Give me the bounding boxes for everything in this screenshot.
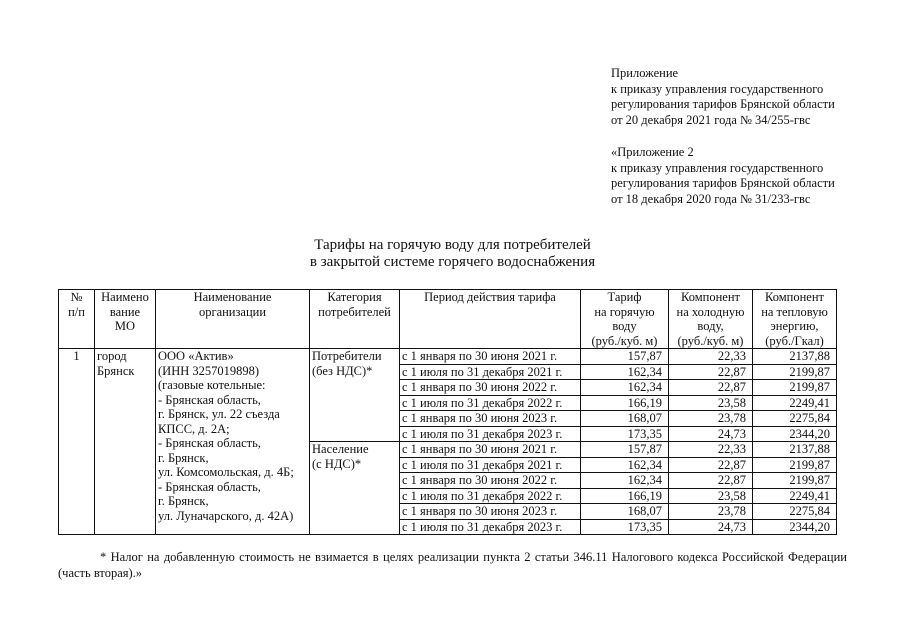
cell-cold-water-component: 22,87 <box>669 364 753 380</box>
cell-period: с 1 июля по 31 декабря 2022 г. <box>400 395 581 411</box>
cell-heat-component: 2199,87 <box>753 364 837 380</box>
tariff-table <box>58 289 837 535</box>
title-line-1: Тарифы на горячую воду для потребителей <box>314 237 591 253</box>
cell-hot-water-tariff: 173,35 <box>581 426 669 442</box>
cell-cold-water-component: 22,87 <box>669 457 753 473</box>
cell-heat-component: 2249,41 <box>753 488 837 504</box>
cell-period: с 1 января по 30 июня 2022 г. <box>400 473 581 489</box>
cell-cold-water-component: 22,33 <box>669 442 753 458</box>
cell-hot-water-tariff: 162,34 <box>581 364 669 380</box>
appendix-line: «Приложение 2 <box>611 145 694 159</box>
cell-period: с 1 января по 30 июня 2023 г. <box>400 411 581 427</box>
cell-category: Потребители (без НДС)* <box>310 349 400 442</box>
table-body <box>59 349 837 535</box>
title-line-2: в закрытой системе горячего водоснабжения <box>309 254 596 270</box>
cell-heat-component: 2275,84 <box>753 504 837 520</box>
cell-period: с 1 июля по 31 декабря 2023 г. <box>400 426 581 442</box>
header-period: Период действия тарифа <box>400 290 581 349</box>
cell-hot-water-tariff: 162,34 <box>581 457 669 473</box>
cell-period: с 1 июля по 31 декабря 2021 г. <box>400 457 581 473</box>
header-organization: Наименование организации <box>156 290 310 349</box>
cell-hot-water-tariff: 162,34 <box>581 473 669 489</box>
cell-period: с 1 июля по 31 декабря 2022 г. <box>400 488 581 504</box>
cell-mo: город Брянск <box>95 349 156 535</box>
cell-cold-water-component: 23,58 <box>669 488 753 504</box>
cell-hot-water-tariff: 166,19 <box>581 395 669 411</box>
table-header-row <box>59 290 837 349</box>
cell-cold-water-component: 23,58 <box>669 395 753 411</box>
appendix-line: от 18 декабря 2020 года № 31/233-гвс <box>611 191 811 206</box>
cell-hot-water-tariff: 168,07 <box>581 411 669 427</box>
appendix-line: регулирования тарифов Брянской области <box>611 176 835 190</box>
cell-row-number: 1 <box>59 349 95 535</box>
cell-heat-component: 2199,87 <box>753 380 837 396</box>
cell-hot-water-tariff: 157,87 <box>581 442 669 458</box>
header-heat-component: Компонент на тепловую энергию, (руб./Гкал) <box>753 290 837 349</box>
header-mo: Наимено вание МО <box>95 290 156 349</box>
cell-hot-water-tariff: 166,19 <box>581 488 669 504</box>
cell-hot-water-tariff: 173,35 <box>581 519 669 535</box>
cell-hot-water-tariff: 168,07 <box>581 504 669 520</box>
cell-heat-component: 2199,87 <box>753 473 837 489</box>
cell-period: с 1 января по 30 июня 2021 г. <box>400 349 581 365</box>
cell-period: с 1 июля по 31 декабря 2021 г. <box>400 364 581 380</box>
cell-period: с 1 января по 30 июня 2022 г. <box>400 380 581 396</box>
cell-heat-component: 2344,20 <box>753 519 837 535</box>
cell-cold-water-component: 22,87 <box>669 380 753 396</box>
appendix-line: от 20 декабря 2021 года № 34/255-гвс <box>611 112 811 127</box>
footnote: * Налог на добавленную стоимость не взимается в целях реализации пункта 2 статьи 346.11 Налогового кодекса Российской Федерации (часть вторая).» <box>58 550 847 580</box>
cell-period: с 1 июля по 31 декабря 2023 г. <box>400 519 581 535</box>
cell-hot-water-tariff: 157,87 <box>581 349 669 365</box>
header-hot-water-tariff: Тариф на горячую воду (руб./куб. м) <box>581 290 669 349</box>
appendix-line: к приказу управления государственного <box>611 81 824 96</box>
appendix-line: регулирования тарифов Брянской области <box>611 97 835 111</box>
cell-heat-component: 2344,20 <box>753 426 837 442</box>
cell-heat-component: 2199,87 <box>753 457 837 473</box>
cell-organization: ООО «Актив» (ИНН 3257019898) (газовые котельные: - Брянская область, г. Брянск, ул. 22 съезда КПСС, д. 2А; - Брянская область, г. Брянск, ул. Комсомольская, д. 4Б; - Брянская область, г. Брянск, ул. Луначарского, д. 42А) <box>156 349 310 535</box>
cell-cold-water-component: 23,78 <box>669 504 753 520</box>
cell-cold-water-component: 24,73 <box>669 426 753 442</box>
cell-cold-water-component: 24,73 <box>669 519 753 535</box>
appendix-line: к приказу управления государственного <box>611 160 824 175</box>
appendix-header-previous <box>611 145 835 207</box>
cell-heat-component: 2275,84 <box>753 411 837 427</box>
cell-heat-component: 2137,88 <box>753 349 837 365</box>
document-title <box>0 237 905 271</box>
cell-cold-water-component: 22,33 <box>669 349 753 365</box>
cell-cold-water-component: 23,78 <box>669 411 753 427</box>
cell-period: с 1 января по 30 июня 2023 г. <box>400 504 581 520</box>
header-row-number: № п/п <box>59 290 95 349</box>
appendix-line: Приложение <box>611 66 679 80</box>
appendix-header-current <box>611 66 835 128</box>
header-cold-water-component: Компонент на холодную воду, (руб./куб. м) <box>669 290 753 349</box>
cell-category: Население (с НДС)* <box>310 442 400 535</box>
cell-hot-water-tariff: 162,34 <box>581 380 669 396</box>
cell-heat-component: 2249,41 <box>753 395 837 411</box>
cell-period: с 1 января по 30 июня 2021 г. <box>400 442 581 458</box>
header-category: Категория потребителей <box>310 290 400 349</box>
cell-cold-water-component: 22,87 <box>669 473 753 489</box>
table-row <box>59 349 837 365</box>
cell-heat-component: 2137,88 <box>753 442 837 458</box>
